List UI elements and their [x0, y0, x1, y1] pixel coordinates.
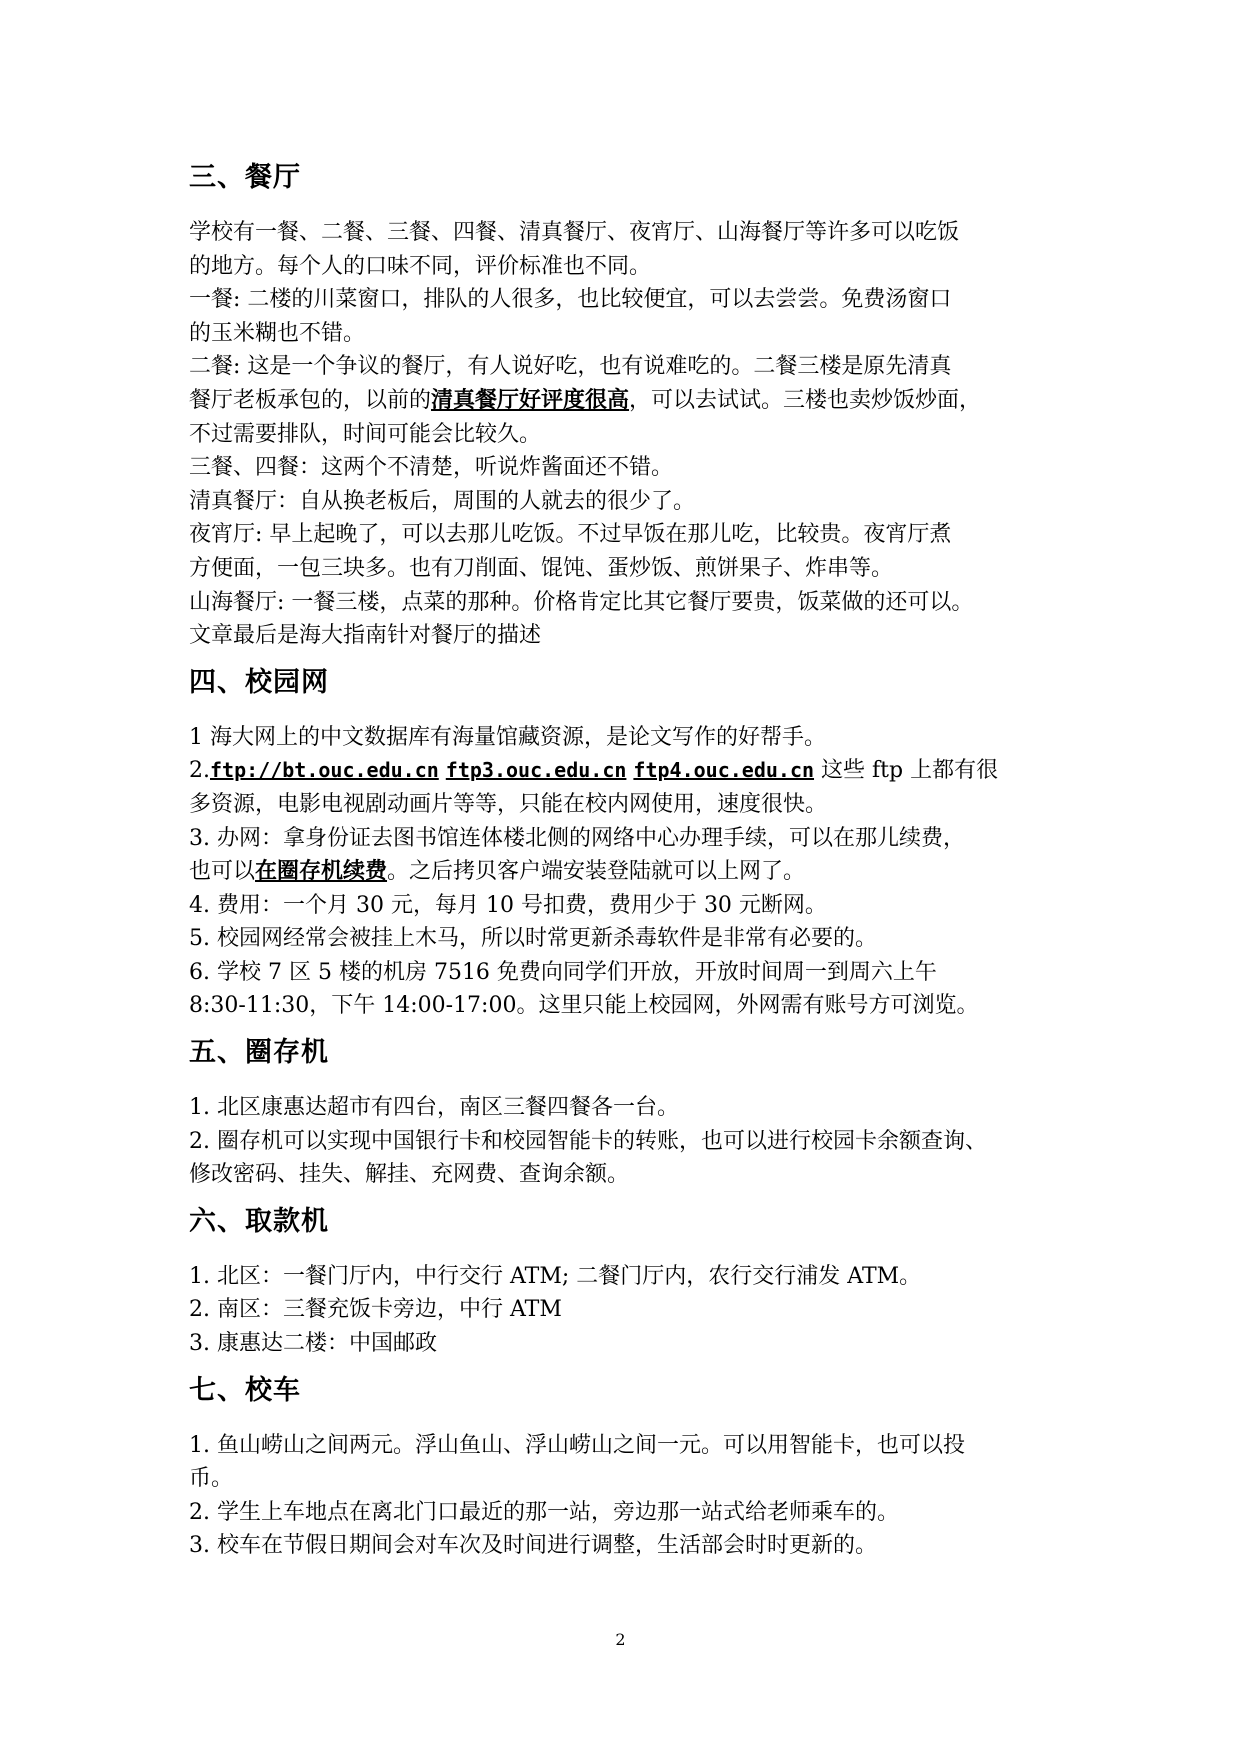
- list-item: 6. 学校 7 区 5 楼的机房 7516 免费向同学们开放，开放时间周一到周六上午: [189, 959, 937, 985]
- paragraph-line: 三餐、四餐：这两个不清楚，听说炸酱面还不错。: [189, 455, 674, 481]
- text-span: 也可以: [189, 859, 256, 885]
- ftp-bt-link[interactable]: ftp://bt.ouc.edu.cn: [210, 758, 439, 783]
- text-span: 餐厅老板承包的，以前的: [189, 387, 432, 413]
- paragraph-line: 夜宵厅: 早上起晚了，可以去那儿吃饭。不过早饭在那儿吃，比较贵。夜宵厅煮: [189, 522, 952, 548]
- paragraph-line: 多资源，电影电视剧动画片等等，只能在校内网使用，速度很快。: [189, 791, 828, 817]
- section-heading-atm: 六、取款机: [189, 1205, 329, 1237]
- list-item: 1. 北区：一餐门厅内，中行交行 ATM; 二餐门厅内，农行交行浦发 ATM。: [189, 1263, 922, 1289]
- list-item: 5. 校园网经常会被挂上木马，所以时常更新杀毒软件是非常有必要的。: [189, 926, 877, 952]
- list-item: 2. 圈存机可以实现中国银行卡和校园智能卡的转账，也可以进行校园卡余额查询、: [189, 1128, 987, 1154]
- halal-canteen-link[interactable]: 清真餐厅好评度很高: [431, 386, 630, 413]
- paragraph-line: 一餐: 二楼的川菜窗口，排队的人很多，也比较便宜，可以去尝尝。免费汤窗口: [189, 287, 952, 313]
- list-item: 1. 北区康惠达超市有四台，南区三餐四餐各一台。: [189, 1095, 679, 1121]
- list-item: 2. 学生上车地点在离北门口最近的那一站，旁边那一站式给老师乘车的。: [189, 1499, 899, 1525]
- paragraph-line: 清真餐厅：自从换老板后，周围的人就去的很少了。: [189, 488, 696, 514]
- paragraph-line: 文章最后是海大指南针对餐厅的描述: [189, 623, 542, 649]
- list-item: 1 海大网上的中文数据库有海量馆藏资源，是论文写作的好帮手。: [189, 724, 826, 750]
- paragraph-line: 方便面，一包三块多。也有刀削面、馄饨、蛋炒饭、煎饼果子、炸串等。: [189, 555, 894, 581]
- recharge-machine-link[interactable]: 在圈存机续费: [255, 858, 388, 885]
- section-heading-canteen: 三、餐厅: [189, 162, 301, 193]
- paragraph-line: 学校有一餐、二餐、三餐、四餐、清真餐厅、夜宵厅、山海餐厅等许多可以吃饭: [189, 220, 960, 245]
- paragraph-line: 的玉米糊也不错。: [189, 320, 366, 346]
- text-span: 。之后拷贝客户端安装登陆就可以上网了。: [387, 859, 806, 885]
- paragraph-line: 修改密码、挂失、解挂、充网费、查询余额。: [189, 1162, 630, 1188]
- text-span: 2.: [189, 758, 210, 784]
- list-item: 3. 办网：拿身份证去图书馆连体楼北侧的网络中心办理手续，可以在那儿续费，: [189, 825, 965, 851]
- page-number: 2: [615, 1630, 626, 1649]
- section-heading-school-bus: 七、校车: [189, 1374, 301, 1406]
- list-item: [189, 754, 1059, 788]
- list-item: 3. 康惠达二楼：中国邮政: [189, 1331, 437, 1357]
- paragraph-line: [189, 384, 1059, 418]
- list-item: 2. 南区：三餐充饭卡旁边，中行 ATM: [189, 1297, 562, 1323]
- text-span: ，可以去试试。三楼也卖炒饭炒面，: [629, 387, 982, 413]
- paragraph-line: 山海餐厅: 一餐三楼，点菜的那种。价格肯定比其它餐厅要贵，饭菜做的还可以。: [189, 589, 974, 615]
- list-item: 1. 鱼山崂山之间两元。浮山鱼山、浮山崂山之间一元。可以用智能卡，也可以投: [189, 1432, 965, 1458]
- ftp3-link[interactable]: ftp3.ouc.edu.cn: [445, 758, 627, 783]
- paragraph-line: 币。: [189, 1466, 234, 1492]
- paragraph-line: [189, 855, 1059, 889]
- paragraph-line: 二餐: 这是一个争议的餐厅，有人说好吃，也有说难吃的。二餐三楼是原先清真: [189, 354, 952, 380]
- text-span: 这些 ftp 上都有很: [814, 758, 999, 784]
- paragraph-line: 不过需要排队，时间可能会比较久。: [189, 421, 542, 447]
- section-heading-recharge-machine: 五、圈存机: [189, 1037, 329, 1069]
- paragraph-line: 的地方。每个人的口味不同，评价标准也不同。: [189, 253, 652, 279]
- section-heading-campus-network: 四、校园网: [189, 666, 329, 698]
- list-item: 4. 费用：一个月 30 元，每月 10 号扣费，费用少于 30 元断网。: [189, 892, 827, 918]
- page-content: [189, 158, 1059, 1563]
- list-item: 3. 校车在节假日期间会对车次及时间进行调整，生活部会时时更新的。: [189, 1533, 877, 1559]
- ftp4-link[interactable]: ftp4.ouc.edu.cn: [633, 758, 815, 783]
- paragraph-line: 8:30-11:30，下午 14:00-17:00。这里只能上校园网，外网需有账号方可浏览。: [189, 993, 979, 1019]
